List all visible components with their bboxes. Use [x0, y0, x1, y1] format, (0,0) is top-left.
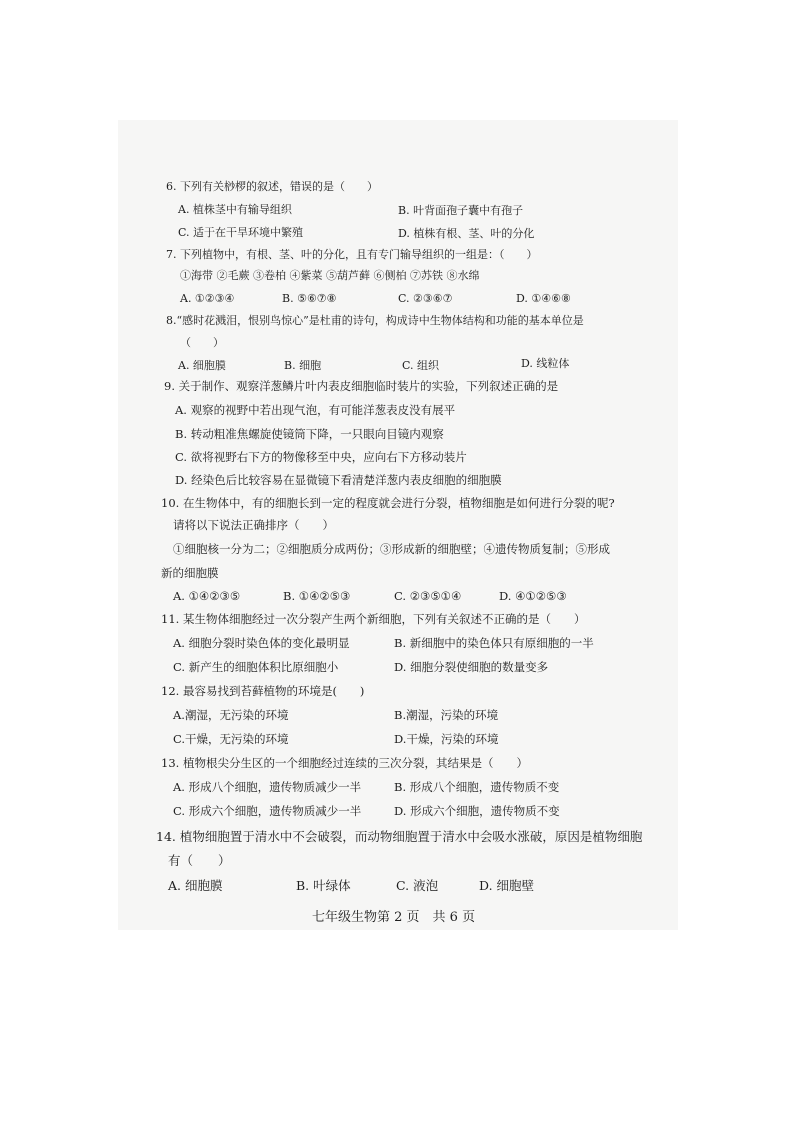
q10-steps: ①细胞核一分为二；②细胞质分成两份；③形成新的细胞壁；④遗传物质复制；⑤形成	[173, 542, 610, 556]
q11-option-a: A. 细胞分裂时染色体的变化最明显	[173, 636, 350, 650]
q14-option-a: A. 细胞膜	[168, 878, 223, 893]
q7-option-d: D. ①④⑥⑧	[516, 292, 571, 305]
q14-option-b: B. 叶绿体	[296, 878, 351, 893]
q13-option-b: B. 形成八个细胞，遗传物质不变	[394, 780, 560, 794]
q11-option-d: D. 细胞分裂使细胞的数量变多	[394, 660, 549, 674]
q14-stem-line2: 有（ ）	[168, 853, 231, 868]
q8-option-b: B. 细胞	[284, 359, 322, 372]
q7-stem: 7. 下列植物中，有根、茎、叶的分化，且有专门输导组织的一组是：（ ）	[166, 248, 538, 261]
q12-option-b: B.潮湿，污染的环境	[394, 708, 499, 722]
q10-option-d: D. ④①②⑤③	[499, 589, 567, 603]
q13-option-a: A. 形成八个细胞，遗传物质减少一半	[173, 780, 362, 794]
q11-option-c: C. 新产生的细胞体积比原细胞小	[173, 660, 339, 674]
q8-option-a: A. 细胞膜	[178, 359, 226, 372]
q12-option-a: A.潮湿，无污染的环境	[173, 708, 289, 722]
q7-option-a: A. ①②③④	[180, 292, 235, 305]
page-footer: 七年级生物第 2 页 共 6 页	[312, 910, 476, 925]
q6-option-d: D. 植株有根、茎、叶的分化	[398, 227, 535, 240]
q9-option-b: B. 转动粗准焦螺旋使镜筒下降，一只眼向目镜内观察	[175, 427, 444, 441]
q12-option-d: D.干燥，污染的环境	[394, 732, 499, 746]
q9-option-c: C. 欲将视野右下方的物像移至中央，应向右下方移动装片	[175, 450, 467, 464]
q13-option-c: C. 形成六个细胞，遗传物质减少一半	[173, 804, 362, 818]
q13-stem: 13. 植物根尖分生区的一个细胞经过连续的三次分裂，其结果是（ ）	[161, 756, 528, 770]
q10-option-c: C. ②③⑤①④	[394, 589, 462, 603]
q10-option-b: B. ①④②⑤③	[283, 589, 351, 603]
q7-items: ①海带 ②毛蕨 ③卷柏 ④紫菜 ⑤葫芦藓 ⑥侧柏 ⑦苏铁 ⑧水绵	[180, 269, 480, 282]
q6-option-b: B. 叶背面孢子囊中有孢子	[398, 204, 524, 217]
q10-stem-line2: 请将以下说法正确排序（ ）	[173, 518, 334, 532]
q14-option-c: C. 液泡	[396, 878, 439, 893]
q8-option-d: D. 线粒体	[521, 357, 570, 370]
q12-option-c: C.干燥，无污染的环境	[173, 732, 289, 746]
q9-stem: 9. 关于制作、观察洋葱鳞片叶内表皮细胞临时装片的实验，下列叙述正确的是	[164, 379, 559, 393]
q6-option-a: A. 植株茎中有输导组织	[178, 203, 292, 216]
q13-option-d: D. 形成六个细胞，遗传物质不变	[394, 804, 560, 818]
q10-stem: 10. 在生物体中，有的细胞长到一定的程度就会进行分裂，植物细胞是如何进行分裂的呢?	[161, 496, 615, 510]
q14-stem: 14. 植物细胞置于清水中不会破裂，而动物细胞置于清水中会吸水涨破，原因是植物细胞	[156, 829, 643, 844]
q11-stem: 11. 某生物体细胞经过一次分裂产生两个新细胞，下列有关叙述不正确的是（ ）	[161, 612, 586, 626]
q8-stem: 8.“感时花溅泪，恨别鸟惊心”是杜甫的诗句，构成诗中生物体结构和功能的基本单位是	[166, 314, 584, 327]
q7-option-c: C. ②③⑥⑦	[398, 292, 453, 305]
q14-option-d: D. 细胞壁	[479, 878, 535, 893]
q8-option-c: C. 组织	[402, 359, 440, 372]
q10-option-a: A. ①④②③⑤	[173, 589, 241, 603]
q7-option-b: B. ⑤⑥⑦⑧	[282, 292, 337, 305]
q9-option-a: A. 观察的视野中若出现气泡，有可能洋葱表皮没有展平	[175, 403, 456, 417]
q9-option-d: D. 经染色后比较容易在显微镜下看清楚洋葱内表皮细胞的细胞膜	[175, 473, 502, 487]
q6-stem: 6. 下列有关桫椤的叙述，错误的是（ ）	[166, 180, 378, 193]
q12-stem: 12. 最容易找到苔藓植物的环境是( )	[161, 684, 365, 698]
q10-steps-line2: 新的细胞膜	[161, 566, 219, 580]
q11-option-b: B. 新细胞中的染色体只有原细胞的一半	[394, 636, 594, 650]
q8-paren: （ ）	[180, 336, 224, 349]
q6-option-c: C. 适于在干旱环境中繁殖	[178, 226, 304, 239]
